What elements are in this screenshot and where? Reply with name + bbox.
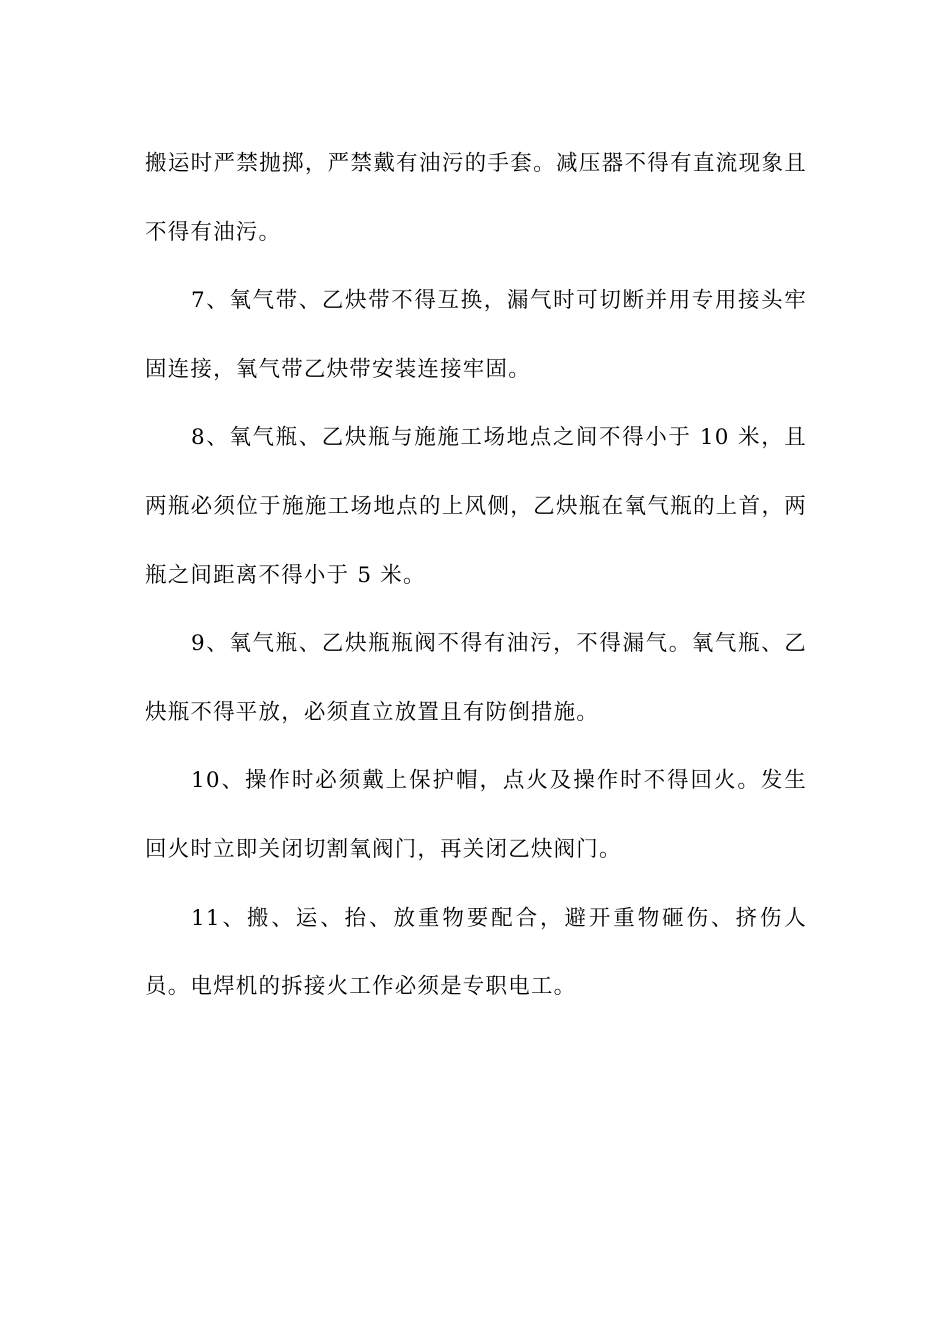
paragraph-continuation: 搬运时严禁抛掷，严禁戴有油污的手套。减压器不得有直流现象且不得有油污。 [145,151,807,245]
paragraph-item-11: 11、搬、运、抬、放重物要配合，避开重物砸伤、挤伤人员。电焊机的拆接火工作必须是专职电工。 [145,905,807,1000]
paragraph-item-8: 8、氧气瓶、乙炔瓶与施施工场地点之间不得小于 10 米，且两瓶必须位于施施工场地点的上风侧，乙炔瓶在氧气瓶的上首，两瓶之间距离不得小于 5 米。 [145,425,807,588]
paragraph-item-7: 7、氧气带、乙炔带不得互换，漏气时可切断并用专用接头牢固连接，氧气带乙炔带安装连接牢固。 [145,288,807,382]
paragraph-item-10: 10、操作时必须戴上保护帽，点火及操作时不得回火。发生回火时立即关闭切割氧阀门，再关闭乙炔阀门。 [145,768,807,862]
document-body [145,130,807,1022]
paragraph-item-9: 9、氧气瓶、乙炔瓶瓶阀不得有油污，不得漏气。氧气瓶、乙炔瓶不得平放，必须直立放置且有防倒措施。 [145,631,807,725]
